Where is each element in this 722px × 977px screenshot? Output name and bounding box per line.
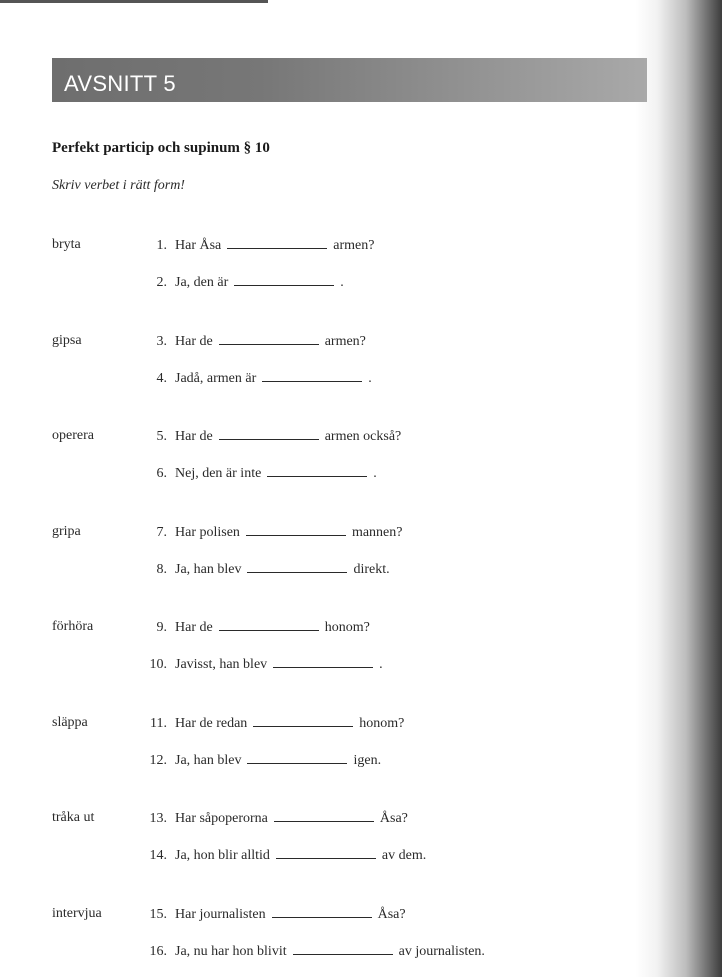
exercise-item — [137, 464, 377, 482]
verb-label: operera — [52, 428, 94, 443]
answer-blank[interactable] — [247, 560, 347, 573]
exercise-text-before: Har de redan — [175, 715, 248, 731]
exercise-number: 15. — [149, 906, 167, 922]
exercise-item — [137, 273, 344, 291]
exercise-text-after: av journalisten. — [398, 943, 485, 959]
exercise-item — [137, 369, 372, 387]
exercise-item — [137, 809, 408, 827]
exercise-instruction: Skriv verbet i rätt form! — [52, 178, 185, 193]
exercise-number: 13. — [149, 811, 167, 826]
answer-blank[interactable] — [293, 942, 393, 955]
section-banner — [52, 58, 647, 102]
exercise-text-before: Javisst, han blev — [175, 657, 268, 672]
section-title: AVSNITT 5 — [64, 71, 176, 96]
exercise-item — [137, 427, 401, 445]
answer-blank[interactable] — [272, 905, 372, 918]
verb-label: tråka ut — [52, 810, 95, 825]
exercise-text-before: Ja, hon blir alltid — [175, 848, 270, 863]
exercise-number: 11. — [150, 715, 167, 731]
exercise-item — [137, 618, 370, 636]
exercise-text-after: Åsa? — [379, 811, 408, 826]
exercise-text-after: Åsa? — [377, 906, 406, 922]
answer-blank[interactable] — [246, 523, 346, 536]
exercise-text-before: Har de — [175, 333, 213, 349]
exercise-text-before: Ja, den är — [175, 275, 229, 290]
exercise-item — [137, 942, 485, 960]
exercise-number: 16. — [149, 943, 167, 959]
exercise-text-after: . — [379, 657, 383, 672]
exercise-text-before: Nej, den är inte — [175, 466, 262, 481]
exercise-number: 1. — [156, 238, 167, 253]
answer-blank[interactable] — [247, 751, 347, 764]
answer-blank[interactable] — [234, 273, 334, 286]
exercise-item — [137, 236, 374, 254]
exercise-number: 4. — [156, 370, 167, 386]
verb-label: släppa — [52, 714, 88, 730]
exercise-text-before: Har polisen — [175, 524, 240, 540]
exercise-item — [137, 332, 366, 350]
answer-blank[interactable] — [253, 714, 353, 727]
exercise-text-after: mannen? — [351, 524, 403, 540]
exercise-text-after: . — [373, 466, 377, 481]
exercise-number: 6. — [156, 466, 167, 481]
exercise-number: 8. — [156, 561, 167, 577]
exercise-text-after: armen också? — [324, 429, 402, 444]
exercise-text-before: Ja, nu har hon blivit — [175, 943, 287, 959]
exercise-number: 12. — [149, 752, 167, 768]
exercise-number: 10. — [149, 657, 167, 672]
verb-label: gripa — [52, 523, 81, 539]
verb-label: bryta — [52, 237, 81, 252]
exercise-number: 7. — [156, 524, 167, 540]
answer-blank[interactable] — [267, 464, 367, 477]
exercise-text-before: Har Åsa — [175, 238, 222, 253]
exercise-text-before: Har journalisten — [175, 906, 266, 922]
exercise-number: 9. — [156, 620, 167, 635]
answer-blank[interactable] — [276, 846, 376, 859]
exercise-text-after: honom? — [324, 620, 370, 635]
exercise-text-after: . — [368, 370, 372, 386]
exercise-number: 3. — [156, 333, 167, 349]
answer-blank[interactable] — [274, 809, 374, 822]
exercise-text-before: Ja, han blev — [175, 752, 242, 768]
exercise-number: 5. — [156, 429, 167, 444]
exercise-number: 2. — [156, 275, 167, 290]
answer-blank[interactable] — [219, 427, 319, 440]
exercise-item — [137, 560, 390, 578]
exercise-text-after: armen? — [333, 238, 375, 253]
exercise-text-before: Jadå, armen är — [175, 370, 257, 386]
exercise-item — [137, 751, 381, 769]
exercise-item — [137, 714, 404, 732]
exercise-text-after: direkt. — [353, 561, 390, 577]
exercise-text-before: Ja, han blev — [175, 561, 242, 577]
exercise-text-after: armen? — [324, 333, 366, 349]
exercise-text-after: igen. — [353, 752, 382, 768]
exercise-text-after: . — [340, 275, 344, 290]
top-rule — [0, 0, 268, 3]
verb-label: intervjua — [52, 905, 102, 921]
answer-blank[interactable] — [219, 618, 319, 631]
exercise-text-before: Har de — [175, 620, 213, 635]
exercise-text-before: Har de — [175, 429, 213, 444]
answer-blank[interactable] — [262, 369, 362, 382]
answer-blank[interactable] — [273, 655, 373, 668]
answer-blank[interactable] — [227, 236, 327, 249]
verb-label: förhöra — [52, 619, 94, 634]
exercise-item — [137, 523, 402, 541]
exercise-item — [137, 905, 406, 923]
exercise-item — [137, 655, 383, 673]
exercise-number: 14. — [149, 848, 167, 863]
exercise-text-after: honom? — [359, 715, 405, 731]
exercise-text-before: Har såpoperorna — [175, 811, 268, 826]
answer-blank[interactable] — [219, 332, 319, 345]
exercise-text-after: av dem. — [381, 848, 427, 863]
exercise-heading: Perfekt particip och supinum § 10 — [52, 140, 270, 156]
exercise-item — [137, 846, 426, 864]
verb-label: gipsa — [52, 332, 82, 348]
